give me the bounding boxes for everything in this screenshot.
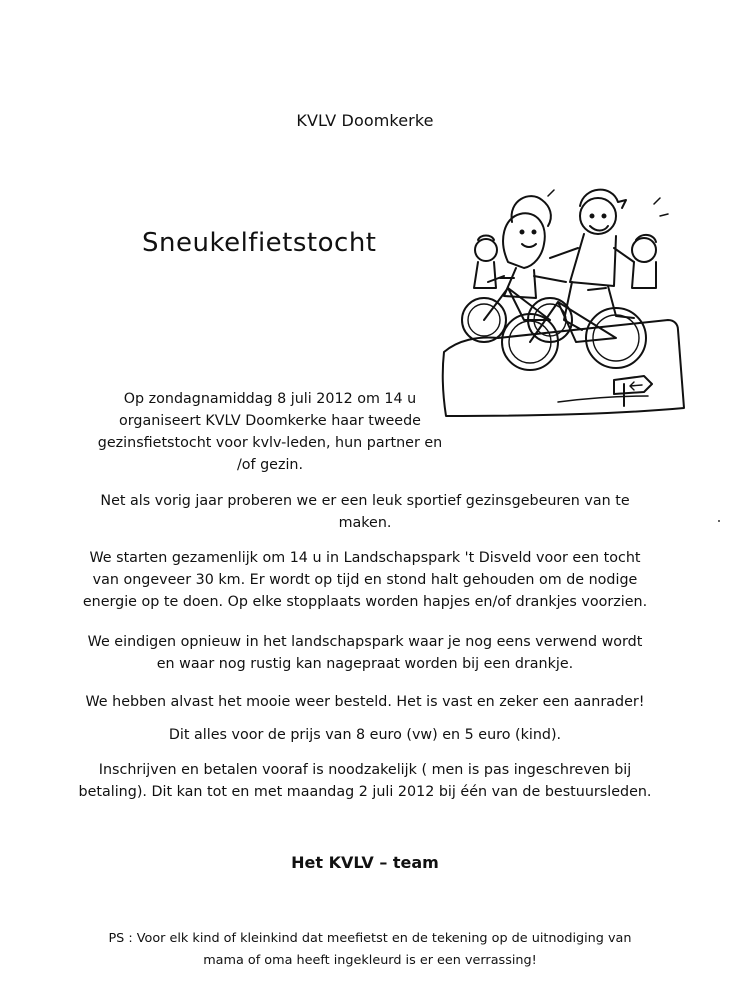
child-figure [632, 238, 656, 262]
paragraph-weather: We hebben alvast het mooie weer besteld. Het is vast en zeker een aanrader! [85, 694, 645, 710]
paragraph-start: We starten gezamenlijk om 14 u in Landschapspark 't Disveld voor een tocht van ongeveer 30 km. Er wordt op tijd en stond halt gehouden om de nodige energie op te doen. Op elke stopplaats worden hapjes en/of drankjes voorzien. [82, 550, 648, 610]
mother-figure [503, 213, 545, 268]
family-cycling-illustration [438, 170, 690, 420]
page-title: Sneukelfietstocht [142, 228, 377, 258]
paragraph-price: Dit alles voor de prijs van 8 euro (vw) en 5 euro (kind). [168, 727, 562, 743]
paragraph-last-year: Net als vorig jaar proberen we er een leuk sportief gezinsgebeuren van te maken. [100, 493, 630, 531]
scan-speck [718, 520, 720, 522]
direction-sign [614, 376, 652, 406]
organization-name: KVLV Doomkerke [296, 111, 434, 130]
signature: Het KVLV – team [291, 853, 439, 872]
paragraph-intro: Op zondagnamiddag 8 juli 2012 om 14 u organiseert KVLV Doomkerke haar tweede gezinsfietstocht voor kvlv-leden, hun partner en /of gezin. [97, 391, 443, 473]
child-figure [475, 239, 497, 261]
postscript: PS : Voor elk kind of kleinkind dat meefietst en de tekening op de uitnodiging van mama of oma heeft ingekleurd is er een verrassing! [108, 931, 632, 968]
paragraph-end: We eindigen opnieuw in het landschapspark waar je nog eens verwend wordt en waar nog rustig kan nagepraat worden bij een drankje. [87, 634, 643, 672]
father-figure [580, 198, 616, 234]
paragraph-registration: Inschrijven en betalen vooraf is noodzakelijk ( men is pas ingeschreven bij betaling). Dit kan tot en met maandag 2 juli 2012 bij één van de bestuursleden. [78, 762, 652, 800]
